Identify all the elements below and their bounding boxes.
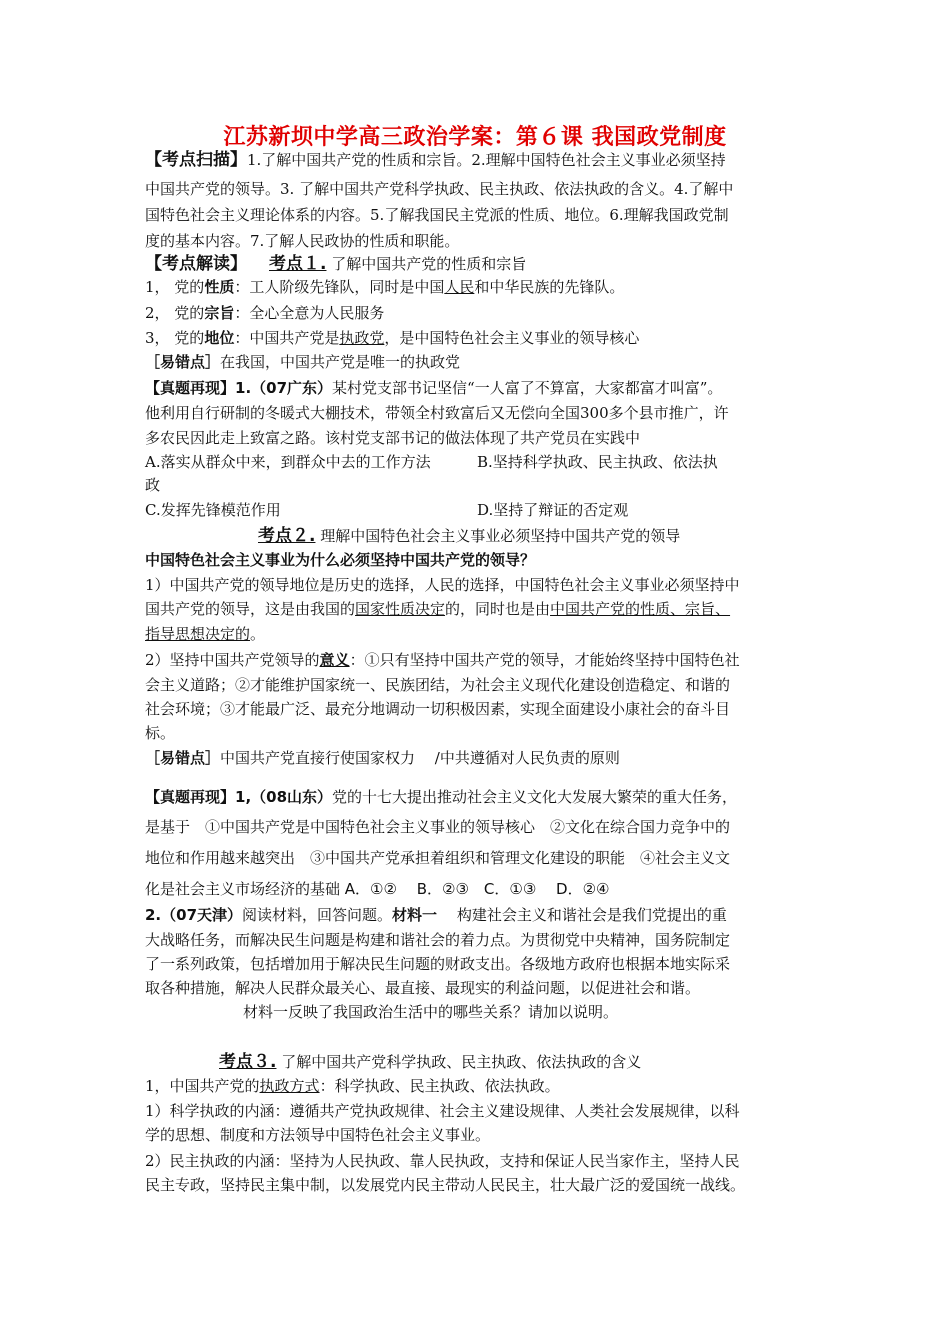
k1-real-1	[145, 376, 722, 400]
k3-c1c: ：科学执政、民主执政、依法执政。	[319, 1077, 560, 1095]
k2-b2: 会主义道路；②才能维护国家统一、民族团结，为社会主义现代化建设创造稳定、和谐的	[145, 676, 731, 694]
k1-kd: 考点１.	[269, 254, 327, 274]
k3-heading	[219, 1050, 641, 1074]
k1-p3c: ：中国共产党是	[234, 329, 340, 347]
k3-kd: 考点３.	[219, 1052, 277, 1072]
k2-material-question: 材料一反映了我国政治生活中的哪些关系？请加以说明。	[243, 1003, 619, 1021]
k2-r4a: 化是社会主义市场经济的基础	[145, 880, 341, 898]
k1-p2b: 宗旨	[204, 304, 235, 322]
k2-material-2: 大战略任务，而解决民生问题是构建和谐社会的着力点。为贯彻党中央精神，国务院制定	[145, 931, 731, 949]
k2-kd: 考点２.	[258, 526, 316, 546]
scan-text-1: 1.了解中国共产党的性质和宗旨。2.理解中国特色社会主义事业必须坚持	[247, 151, 726, 169]
k1-p3	[145, 326, 639, 350]
k2-title: 理解中国特色社会主义事业必须坚持中国共产党的领导	[315, 527, 681, 545]
k3-c1	[145, 1074, 560, 1098]
k2-err-label: ［易错点］	[145, 749, 221, 767]
k2-r1: 党的十七大提出推动社会主义文化大发展大繁荣的重大任务，	[332, 788, 738, 806]
k1-p2c: ：全心全意为人民服务	[234, 304, 385, 322]
k2-a3b: 。	[250, 625, 266, 643]
k1-real-2: 他利用自行研制的冬暖式大棚技术，带领全村致富后又无偿向全国300多个县市推广，许	[145, 404, 729, 422]
k1-p1a: 1， 党的	[145, 278, 205, 296]
scan-line-3: 国特色社会主义理论体系的内容。5.了解我国民主党派的性质、地位。6.理解我国政党制	[145, 206, 729, 224]
k1-real-label: 【真题再现】	[145, 379, 236, 397]
k2-real-src: 1,（08山东）	[235, 788, 333, 806]
k2-a2	[145, 597, 730, 621]
k2-b1	[145, 648, 740, 672]
k2-real-1	[145, 785, 737, 809]
k2-a2d: 中国共产党的性质、宗旨、	[550, 600, 731, 618]
k1-p2a: 2， 党的	[145, 304, 205, 322]
k2-s1b: 材料一	[392, 906, 438, 924]
k2-question: 中国特色社会主义事业为什么必须坚持中国共产党的领导？	[145, 551, 536, 569]
k1-label: 【考点解读】	[145, 254, 247, 274]
page-title: 江苏新坝中学高三政治学案：第６课 我国政党制度	[223, 125, 727, 150]
k1-p3a: 3， 党的	[145, 329, 205, 347]
k1-option-a: A.落实从群众中来，到群众中去的工作方法	[145, 453, 431, 471]
k1-p1b: 性质	[204, 278, 235, 296]
k3-c4: 2）民主执政的内涵：坚持为人民执政、靠人民执政，支持和保证人民当家作主，坚持人民	[145, 1152, 740, 1170]
k1-err-label: ［易错点］	[145, 353, 221, 371]
k2-b1b: 意义	[319, 651, 350, 669]
k3-c3: 学的思想、制度和方法领导中国特色社会主义事业。	[145, 1126, 491, 1144]
k1-p1d: 人民	[444, 278, 475, 296]
k2-a2c: 的，同时也是由	[445, 600, 551, 618]
scan-line-1	[145, 148, 726, 172]
scan-label: 【考点扫描】	[145, 150, 247, 170]
k1-p3d: 执政党	[339, 329, 385, 347]
k2-material-1	[145, 903, 727, 927]
k2-s1a: 阅读材料，回答问题。	[242, 906, 393, 924]
k1-option-b: B.坚持科学执政、民主执政、依法执	[477, 453, 718, 471]
k1-p3b: 地位	[204, 329, 235, 347]
k2-b4: 标。	[145, 724, 176, 742]
k2-r4b: A．①② B．②③ C．①③ D．②④	[340, 880, 610, 898]
k2-s-src: 2.（07天津）	[145, 906, 243, 924]
k1-option-d: D.坚持了辩证的否定观	[477, 501, 629, 519]
k1-real-src: 1.（07广东）	[235, 379, 333, 397]
k3-title: 了解中国共产党科学执政、民主执政、依法执政的含义	[276, 1053, 642, 1071]
scan-line-4: 度的基本内容。7.了解人民政协的性质和职能。	[145, 232, 460, 250]
k3-c2: 1）科学执政的内涵：遵循共产党执政规律、社会主义建设规律、人类社会发展规律，以科	[145, 1102, 740, 1120]
k2-heading	[258, 524, 680, 548]
k2-real-3: 地位和作用越来越突出 ③中国共产党承担着组织和管理文化建设的职能 ④社会主义文	[145, 849, 731, 867]
k2-real-2: 是基于 ①中国共产党是中国特色社会主义事业的领导核心 ②文化在综合国力竞争中的	[145, 818, 731, 836]
k1-p1c: ：工人阶级先锋队，同时是中国	[234, 278, 445, 296]
scan-line-2: 中国共产党的领导。3. 了解中国共产党科学执政、民主执政、依法执政的含义。4.了解中	[145, 180, 734, 198]
k3-c5: 民主专政，坚持民主集中制，以发展党内民主带动人民民主，壮大最广泛的爱国统一战线。	[145, 1176, 746, 1194]
k2-real-label: 【真题再现】	[145, 788, 236, 806]
k2-material-3: 了一系列政策，包括增加用于解决民生问题的财政支出。各级地方政府也根据本地实际采	[145, 955, 731, 973]
k1-option-b-cont: 政	[145, 476, 161, 494]
k2-b1a: 2）坚持中国共产党领导的	[145, 651, 320, 669]
k2-a3a: 指导思想决定的	[145, 625, 251, 643]
k2-a3	[145, 622, 265, 646]
k2-a1: 1）中国共产党的领导地位是历史的选择，人民的选择，中国特色社会主义事业必须坚持中	[145, 576, 740, 594]
k1-p1e: 和中华民族的先锋队。	[474, 278, 625, 296]
k3-c1b: 执政方式	[259, 1077, 320, 1095]
k1-option-c: C.发挥先锋模范作用	[145, 501, 281, 519]
k2-a2a: 国共产党的领导，这是由我国的	[145, 600, 356, 618]
k3-c1a: 1，中国共产党的	[145, 1077, 260, 1095]
k2-err: 中国共产党直接行使国家权力 /中共遵循对人民负责的原则	[220, 749, 620, 767]
k1-title: 了解中国共产党的性质和宗旨	[326, 255, 527, 273]
k1-real1: 某村党支部书记坚信“一人富了不算富，大家都富才叫富”。	[332, 379, 723, 397]
k2-a2b: 国家性质决定	[355, 600, 446, 618]
k1-p1	[145, 275, 624, 299]
k2-b3: 社会环境；③才能最广泛、最充分地调动一切积极因素，实现全面建设小康社会的奋斗目	[145, 700, 731, 718]
k1-p2	[145, 301, 384, 325]
k2-s1c: 构建社会主义和谐社会是我们党提出的重	[437, 906, 727, 924]
k1-heading	[145, 252, 526, 276]
k2-error-point	[145, 746, 620, 770]
k2-real-4	[145, 877, 609, 901]
k1-error-point	[145, 350, 460, 374]
k1-err: 在我国，中国共产党是唯一的执政党	[220, 353, 461, 371]
k1-p3e: ，是中国特色社会主义事业的领导核心	[384, 329, 640, 347]
k2-material-4: 取各种措施，解决人民群众最关心、最直接、最现实的利益问题，以促进社会和谐。	[145, 979, 701, 997]
k2-b1c: ：①只有坚持中国共产党的领导，才能始终坚持中国特色社	[349, 651, 740, 669]
k1-real-3: 多农民因此走上致富之路。该村党支部书记的做法体现了共产党员在实践中	[145, 429, 641, 447]
